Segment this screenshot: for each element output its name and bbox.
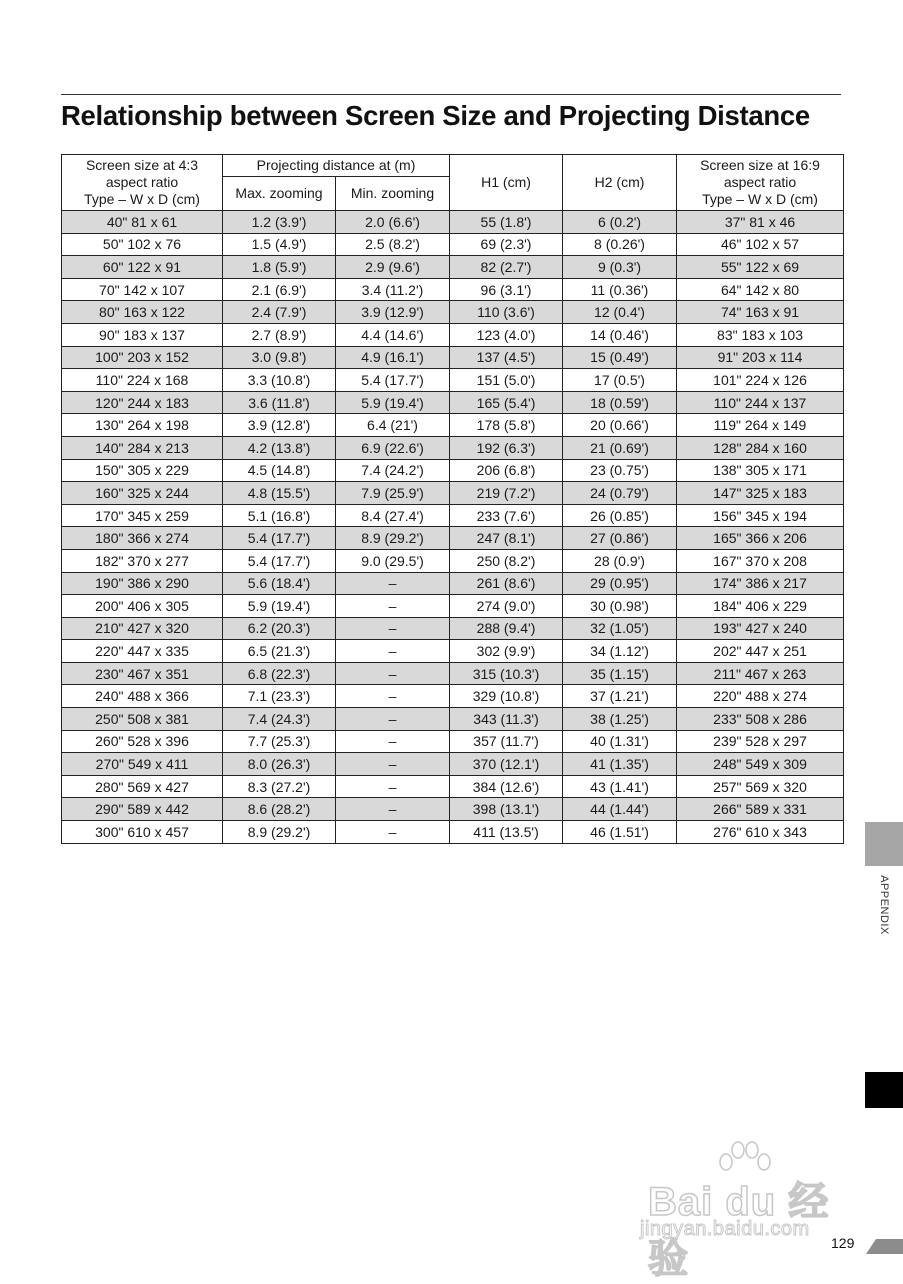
black-section-tab	[865, 1072, 903, 1108]
cell-screen-43: 60" 122 x 91	[62, 256, 223, 279]
cell-max-zooming: 8.9 (29.2')	[223, 821, 336, 844]
cell-h1: 274 (9.0')	[450, 595, 563, 618]
cell-max-zooming: 8.3 (27.2')	[223, 775, 336, 798]
cell-max-zooming: 5.4 (17.7')	[223, 527, 336, 550]
cell-screen-43: 90" 183 x 137	[62, 323, 223, 346]
cell-h1: 110 (3.6')	[450, 301, 563, 324]
cell-screen-169: 257" 569 x 320	[677, 775, 844, 798]
cell-h2: 8 (0.26')	[563, 233, 677, 256]
header-screen-169	[677, 155, 844, 211]
cell-screen-169: 202" 447 x 251	[677, 640, 844, 663]
cell-screen-169: 156" 345 x 194	[677, 504, 844, 527]
table-row	[62, 323, 844, 346]
table-row	[62, 821, 844, 844]
cell-max-zooming: 2.4 (7.9')	[223, 301, 336, 324]
cell-h2: 6 (0.2')	[563, 211, 677, 234]
cell-screen-169: 220" 488 x 274	[677, 685, 844, 708]
cell-screen-43: 120" 244 x 183	[62, 391, 223, 414]
appendix-tab-label: APPENDIX	[878, 875, 890, 935]
cell-min-zooming: 8.4 (27.4')	[336, 504, 450, 527]
cell-screen-43: 300" 610 x 457	[62, 821, 223, 844]
header-max-zooming: Max. zooming	[223, 177, 336, 211]
watermark-url: jingyan.baidu.com	[640, 1218, 810, 1240]
table-row	[62, 278, 844, 301]
cell-screen-43: 182" 370 x 277	[62, 549, 223, 572]
cell-max-zooming: 4.5 (14.8')	[223, 459, 336, 482]
cell-screen-169: 64" 142 x 80	[677, 278, 844, 301]
cell-h1: 69 (2.3')	[450, 233, 563, 256]
header-screen-43	[62, 155, 223, 211]
cell-h2: 27 (0.86')	[563, 527, 677, 550]
cell-h2: 35 (1.15')	[563, 662, 677, 685]
table-row	[62, 482, 844, 505]
header-screen-43-line2: aspect ratio	[105, 174, 179, 190]
cell-min-zooming: –	[336, 572, 450, 595]
cell-h1: 55 (1.8')	[450, 211, 563, 234]
cell-max-zooming: 6.2 (20.3')	[223, 617, 336, 640]
cell-screen-43: 150" 305 x 229	[62, 459, 223, 482]
cell-h1: 206 (6.8')	[450, 459, 563, 482]
cell-max-zooming: 6.5 (21.3')	[223, 640, 336, 663]
cell-screen-43: 240" 488 x 366	[62, 685, 223, 708]
cell-h1: 384 (12.6')	[450, 775, 563, 798]
cell-min-zooming: –	[336, 730, 450, 753]
header-projecting-distance: Projecting distance at (m)	[223, 155, 450, 177]
cell-min-zooming: 7.9 (25.9')	[336, 482, 450, 505]
cell-screen-169: 37" 81 x 46	[677, 211, 844, 234]
cell-max-zooming: 1.8 (5.9')	[223, 256, 336, 279]
cell-h2: 12 (0.4')	[563, 301, 677, 324]
cell-h2: 37 (1.21')	[563, 685, 677, 708]
cell-max-zooming: 5.1 (16.8')	[223, 504, 336, 527]
table-row	[62, 708, 844, 731]
cell-h2: 14 (0.46')	[563, 323, 677, 346]
cell-h1: 137 (4.5')	[450, 346, 563, 369]
cell-min-zooming: 2.9 (9.6')	[336, 256, 450, 279]
cell-screen-169: 193" 427 x 240	[677, 617, 844, 640]
cell-h1: 123 (4.0')	[450, 323, 563, 346]
cell-h1: 302 (9.9')	[450, 640, 563, 663]
cell-screen-169: 128" 284 x 160	[677, 436, 844, 459]
cell-h2: 9 (0.3')	[563, 256, 677, 279]
cell-max-zooming: 1.5 (4.9')	[223, 233, 336, 256]
cell-screen-43: 180" 366 x 274	[62, 527, 223, 550]
cell-screen-43: 230" 467 x 351	[62, 662, 223, 685]
header-screen-43-line1: Screen size at 4:3	[85, 157, 199, 173]
table-row	[62, 527, 844, 550]
header-screen-169-line1: Screen size at 16:9	[700, 157, 820, 173]
cell-min-zooming: –	[336, 662, 450, 685]
header-h2: H2 (cm)	[563, 155, 677, 211]
cell-h2: 24 (0.79')	[563, 482, 677, 505]
cell-h2: 28 (0.9')	[563, 549, 677, 572]
table-row	[62, 436, 844, 459]
cell-min-zooming: 8.9 (29.2')	[336, 527, 450, 550]
cell-screen-43: 260" 528 x 396	[62, 730, 223, 753]
cell-screen-169: 83" 183 x 103	[677, 323, 844, 346]
cell-screen-169: 276" 610 x 343	[677, 821, 844, 844]
cell-h1: 411 (13.5')	[450, 821, 563, 844]
cell-screen-169: 233" 508 x 286	[677, 708, 844, 731]
cell-min-zooming: –	[336, 798, 450, 821]
cell-max-zooming: 7.1 (23.3')	[223, 685, 336, 708]
table-row	[62, 798, 844, 821]
cell-screen-43: 170" 345 x 259	[62, 504, 223, 527]
table-row	[62, 662, 844, 685]
top-rule	[61, 94, 841, 95]
cell-h2: 15 (0.49')	[563, 346, 677, 369]
cell-min-zooming: 4.4 (14.6')	[336, 323, 450, 346]
table-row	[62, 685, 844, 708]
cell-h2: 29 (0.95')	[563, 572, 677, 595]
cell-max-zooming: 2.7 (8.9')	[223, 323, 336, 346]
page-corner-decoration	[866, 1239, 903, 1254]
cell-max-zooming: 2.1 (6.9')	[223, 278, 336, 301]
cell-screen-169: 110" 244 x 137	[677, 391, 844, 414]
cell-screen-169: 46" 102 x 57	[677, 233, 844, 256]
cell-h2: 26 (0.85')	[563, 504, 677, 527]
table-row	[62, 504, 844, 527]
screen-distance-table	[61, 154, 844, 844]
cell-screen-169: 167" 370 x 208	[677, 549, 844, 572]
table-row	[62, 346, 844, 369]
cell-screen-43: 290" 589 x 442	[62, 798, 223, 821]
cell-min-zooming: –	[336, 821, 450, 844]
cell-h1: 192 (6.3')	[450, 436, 563, 459]
cell-screen-43: 200" 406 x 305	[62, 595, 223, 618]
table-row	[62, 211, 844, 234]
cell-screen-169: 266" 589 x 331	[677, 798, 844, 821]
cell-h1: 233 (7.6')	[450, 504, 563, 527]
table-body	[62, 211, 844, 844]
table-row	[62, 256, 844, 279]
table-row	[62, 549, 844, 572]
cell-screen-169: 119" 264 x 149	[677, 414, 844, 437]
cell-h1: 247 (8.1')	[450, 527, 563, 550]
cell-h1: 219 (7.2')	[450, 482, 563, 505]
cell-max-zooming: 3.9 (12.8')	[223, 414, 336, 437]
cell-h2: 11 (0.36')	[563, 278, 677, 301]
cell-screen-43: 190" 386 x 290	[62, 572, 223, 595]
cell-screen-43: 40" 81 x 61	[62, 211, 223, 234]
cell-h2: 21 (0.69')	[563, 436, 677, 459]
cell-h1: 398 (13.1')	[450, 798, 563, 821]
cell-screen-43: 130" 264 x 198	[62, 414, 223, 437]
watermark	[640, 1140, 850, 1281]
page-number: 129	[831, 1235, 855, 1251]
cell-h1: 96 (3.1')	[450, 278, 563, 301]
table-row	[62, 414, 844, 437]
table-row	[62, 595, 844, 618]
cell-h1: 178 (5.8')	[450, 414, 563, 437]
cell-max-zooming: 5.6 (18.4')	[223, 572, 336, 595]
cell-min-zooming: –	[336, 708, 450, 731]
cell-h1: 250 (8.2')	[450, 549, 563, 572]
table-row	[62, 233, 844, 256]
cell-h1: 288 (9.4')	[450, 617, 563, 640]
cell-max-zooming: 1.2 (3.9')	[223, 211, 336, 234]
cell-max-zooming: 7.4 (24.3')	[223, 708, 336, 731]
table-row	[62, 459, 844, 482]
cell-max-zooming: 5.4 (17.7')	[223, 549, 336, 572]
cell-max-zooming: 4.2 (13.8')	[223, 436, 336, 459]
cell-min-zooming: –	[336, 617, 450, 640]
header-h1: H1 (cm)	[450, 155, 563, 211]
cell-max-zooming: 3.6 (11.8')	[223, 391, 336, 414]
cell-screen-169: 239" 528 x 297	[677, 730, 844, 753]
table-row	[62, 640, 844, 663]
cell-screen-43: 250" 508 x 381	[62, 708, 223, 731]
cell-max-zooming: 7.7 (25.3')	[223, 730, 336, 753]
cell-min-zooming: –	[336, 685, 450, 708]
cell-min-zooming: 4.9 (16.1')	[336, 346, 450, 369]
cell-screen-169: 211" 467 x 263	[677, 662, 844, 685]
cell-h2: 34 (1.12')	[563, 640, 677, 663]
cell-h2: 23 (0.75')	[563, 459, 677, 482]
cell-screen-43: 160" 325 x 244	[62, 482, 223, 505]
cell-h2: 41 (1.35')	[563, 753, 677, 776]
cell-h1: 315 (10.3')	[450, 662, 563, 685]
cell-screen-43: 270" 549 x 411	[62, 753, 223, 776]
cell-min-zooming: –	[336, 775, 450, 798]
cell-min-zooming: –	[336, 595, 450, 618]
cell-h1: 261 (8.6')	[450, 572, 563, 595]
cell-h2: 18 (0.59')	[563, 391, 677, 414]
cell-min-zooming: 9.0 (29.5')	[336, 549, 450, 572]
table-row	[62, 391, 844, 414]
header-screen-169-line3: Type – W x D (cm)	[702, 191, 818, 207]
cell-h2: 46 (1.51')	[563, 821, 677, 844]
table-row	[62, 617, 844, 640]
cell-min-zooming: 6.4 (21')	[336, 414, 450, 437]
cell-h1: 329 (10.8')	[450, 685, 563, 708]
cell-screen-169: 248" 549 x 309	[677, 753, 844, 776]
cell-min-zooming: 2.0 (6.6')	[336, 211, 450, 234]
cell-min-zooming: 2.5 (8.2')	[336, 233, 450, 256]
cell-screen-169: 165" 366 x 206	[677, 527, 844, 550]
cell-h1: 357 (11.7')	[450, 730, 563, 753]
cell-min-zooming: 5.9 (19.4')	[336, 391, 450, 414]
header-screen-169-line2: aspect ratio	[723, 174, 797, 190]
cell-max-zooming: 3.3 (10.8')	[223, 369, 336, 392]
cell-min-zooming: 3.4 (11.2')	[336, 278, 450, 301]
cell-h2: 40 (1.31')	[563, 730, 677, 753]
cell-h2: 38 (1.25')	[563, 708, 677, 731]
cell-min-zooming: –	[336, 640, 450, 663]
header-screen-43-line3: Type – W x D (cm)	[84, 191, 200, 207]
cell-screen-169: 184" 406 x 229	[677, 595, 844, 618]
cell-min-zooming: 3.9 (12.9')	[336, 301, 450, 324]
cell-h2: 17 (0.5')	[563, 369, 677, 392]
cell-min-zooming: 5.4 (17.7')	[336, 369, 450, 392]
cell-screen-169: 74" 163 x 91	[677, 301, 844, 324]
table-row	[62, 753, 844, 776]
cell-screen-43: 140" 284 x 213	[62, 436, 223, 459]
cell-screen-169: 147" 325 x 183	[677, 482, 844, 505]
side-tab	[865, 822, 903, 866]
cell-min-zooming: 6.9 (22.6')	[336, 436, 450, 459]
cell-screen-43: 100" 203 x 152	[62, 346, 223, 369]
cell-max-zooming: 8.6 (28.2')	[223, 798, 336, 821]
page-title: Relationship between Screen Size and Projecting Distance	[61, 100, 810, 131]
cell-screen-169: 91" 203 x 114	[677, 346, 844, 369]
cell-screen-169: 174" 386 x 217	[677, 572, 844, 595]
cell-h2: 32 (1.05')	[563, 617, 677, 640]
cell-max-zooming: 3.0 (9.8')	[223, 346, 336, 369]
cell-h2: 44 (1.44')	[563, 798, 677, 821]
table-row	[62, 730, 844, 753]
cell-screen-43: 280" 569 x 427	[62, 775, 223, 798]
cell-screen-43: 50" 102 x 76	[62, 233, 223, 256]
watermark-logo: Bai du 经验	[648, 1180, 830, 1281]
cell-max-zooming: 5.9 (19.4')	[223, 595, 336, 618]
cell-screen-43: 220" 447 x 335	[62, 640, 223, 663]
table-row	[62, 572, 844, 595]
cell-h1: 151 (5.0')	[450, 369, 563, 392]
header-min-zooming: Min. zooming	[336, 177, 450, 211]
cell-max-zooming: 8.0 (26.3')	[223, 753, 336, 776]
cell-h1: 82 (2.7')	[450, 256, 563, 279]
cell-h2: 43 (1.41')	[563, 775, 677, 798]
cell-max-zooming: 6.8 (22.3')	[223, 662, 336, 685]
cell-screen-43: 110" 224 x 168	[62, 369, 223, 392]
cell-screen-169: 138" 305 x 171	[677, 459, 844, 482]
cell-screen-43: 70" 142 x 107	[62, 278, 223, 301]
cell-h1: 370 (12.1')	[450, 753, 563, 776]
cell-h1: 343 (11.3')	[450, 708, 563, 731]
cell-screen-43: 210" 427 x 320	[62, 617, 223, 640]
table-row	[62, 775, 844, 798]
cell-h2: 20 (0.66')	[563, 414, 677, 437]
table-row	[62, 369, 844, 392]
cell-screen-43: 80" 163 x 122	[62, 301, 223, 324]
cell-screen-169: 55" 122 x 69	[677, 256, 844, 279]
table-row	[62, 301, 844, 324]
cell-screen-169: 101" 224 x 126	[677, 369, 844, 392]
cell-max-zooming: 4.8 (15.5')	[223, 482, 336, 505]
cell-h1: 165 (5.4')	[450, 391, 563, 414]
cell-min-zooming: –	[336, 753, 450, 776]
cell-min-zooming: 7.4 (24.2')	[336, 459, 450, 482]
cell-h2: 30 (0.98')	[563, 595, 677, 618]
